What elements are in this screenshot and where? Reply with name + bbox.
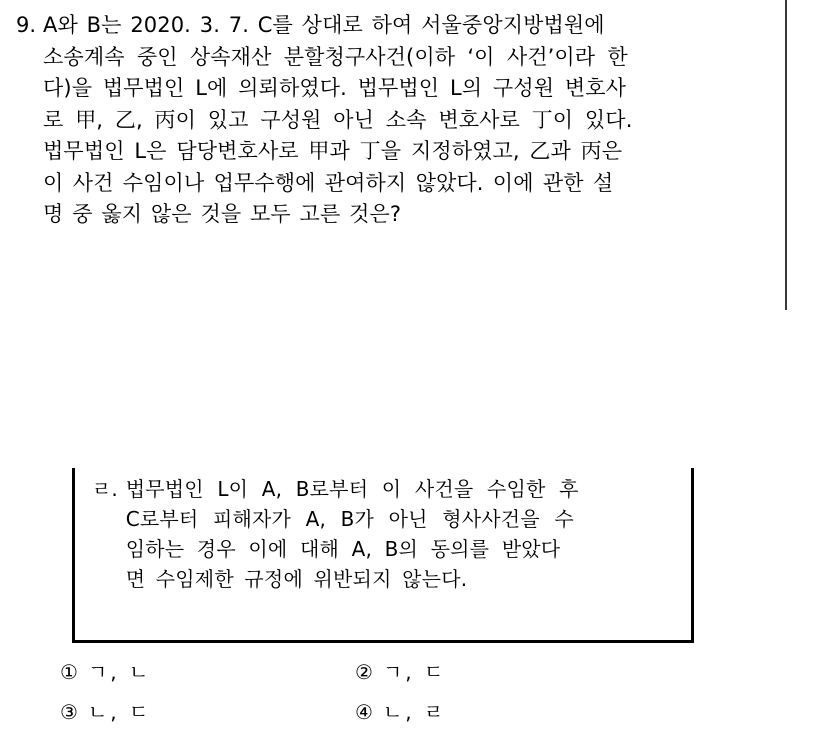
- question-text: [43, 10, 768, 231]
- statement-line: 임하는 경우 이에 대해 A, B의 동의를 받았다: [125, 537, 561, 561]
- statement-line: 면 수임제한 규정에 위반되지 않는다.: [125, 567, 468, 591]
- question-line: 명 중 옳지 않은 것을 모두 고른 것은?: [43, 202, 402, 226]
- choice-row-1: [60, 658, 760, 698]
- choice-option-2[interactable]: [355, 658, 446, 686]
- question-line: 소송계속 중인 상속재산 분할청구사건(이하 ‘이 사건’이라 한: [43, 44, 628, 69]
- question-line: 로 甲, 乙, 丙이 있고 구성원 아닌 소속 변호사로 丁이 있다.: [43, 107, 633, 132]
- question-line: 법무법인 L은 담당변호사로 甲과 丁을 지정하였고, 乙과 丙은: [43, 139, 623, 163]
- choice-marker-4: ④: [355, 700, 373, 724]
- statement-content: [92, 474, 678, 594]
- question-line: 이 사건 수임이나 업무수행에 관여하지 않았다. 이에 관한 설: [43, 170, 614, 195]
- choice-marker-3: ③: [60, 700, 78, 724]
- choice-option-1[interactable]: [60, 658, 355, 686]
- choice-row-2: [60, 698, 760, 738]
- choice-text-3: ㄴ, ㄷ: [87, 700, 152, 724]
- choice-option-3[interactable]: [60, 698, 355, 726]
- choice-text-4: ㄴ, ㄹ: [382, 700, 447, 724]
- statement-box: [72, 468, 694, 643]
- statement-row: [92, 474, 678, 594]
- question-line: A와 B는 2020. 3. 7. C를 상대로 하여 서울중앙지방법원에: [43, 13, 605, 37]
- page-divider-rule: [785, 0, 787, 310]
- choice-marker-2: ②: [355, 660, 373, 684]
- question-block: [16, 10, 768, 231]
- statement-marker: ㄹ.: [92, 477, 118, 501]
- choice-option-4[interactable]: [355, 698, 446, 726]
- question-line: 다)을 법무법인 L에 의뢰하였다. 법무법인 L의 구성원 변호사: [43, 76, 627, 100]
- answer-choices: [60, 658, 760, 738]
- statement-text: [126, 474, 678, 594]
- question-number: 9.: [16, 13, 37, 37]
- question-row: [16, 10, 768, 231]
- statement-line: 법무법인 L이 A, B로부터 이 사건을 수임한 후: [125, 477, 579, 501]
- choice-text-2: ㄱ, ㄷ: [382, 660, 447, 684]
- statement-line: C로부터 피해자가 A, B가 아닌 형사사건을 수: [125, 507, 574, 531]
- choice-marker-1: ①: [60, 660, 78, 684]
- choice-text-1: ㄱ, ㄴ: [87, 660, 152, 684]
